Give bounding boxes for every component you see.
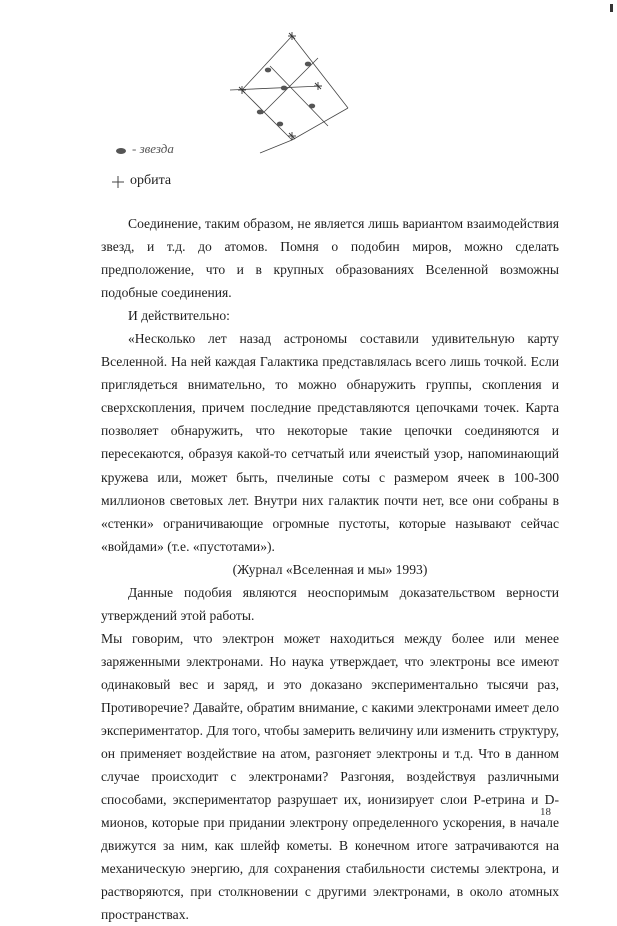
paragraph: И действительно: [128,308,230,324]
lattice-line [270,66,328,126]
paragraph: Данные подобия являются неоспоримым доказательством верности утверждений этой работы. [101,584,559,623]
orbit-cross-icon [314,82,322,90]
star-icon [112,141,132,161]
star-icon [305,62,311,67]
star-icon [309,104,315,109]
lattice-line [260,140,292,153]
star-lattice-diagram [200,28,380,158]
lattice-line [242,90,292,140]
orbit-cross-icon [108,172,128,192]
page-number: 18 [540,806,551,818]
legend-orbit-label: орбита [130,173,172,188]
paragraph: Соединение, таким образом, не является лишь вариантом взаимодействия звезд, и т.д. до атомов. Помня о подобин миров, можно сделать предположение, что и в крупных образованиях Вселенной возможны подобные соединения. [101,216,559,301]
citation: (Журнал «Вселенная и мы» 1993) [232,561,428,577]
lattice-line [292,108,348,140]
star-icon [277,122,283,127]
star-icon [281,86,287,91]
lattice-line [242,36,292,90]
orbit-cross-icon [288,132,296,140]
paragraph: Мы говорим, что электрон может находиться между более или менее заряженными электронами. Но наука утверждает, что электроны все имеют одинаковый вес и заряд, и это доказано экспериментально тысячи раз, Противоречие? Давайте, обратим внимание, с какими электронами имеет дело экспериментатор. Для того, чтобы замерить величину или изменить структуру, он применяет воздействие на атом, разгоняет электроны и т.д. Что в данном случае происходит с электронами? Разгоняя, воздействуя различными способами, экспериментатор разрушает их, ионизирует слои Р-етрина и D-мионов, которые при придании электрону определенного ускорения, в начале движутся за ним, как шлейф кометы. В конечном итоге затрачиваются на механическую энергию, для сохранения стабильности системы электрона, и растворяются, при столкновении с другими электронами, в около атомных пространствах. [101,630,559,923]
star-icon [265,68,271,73]
body-text [101,212,559,926]
legend-star-label: - звезда [132,141,174,156]
legend-star [112,140,222,162]
quote-paragraph: «Несколько лет назад астрономы составили удивительную карту Вселенной. На ней каждая Галактика представлялась всего лишь точкой. Если приглядеться внимательно, то можно обнаружить группы, скопления и сверхскопления, причем последние представляются цепочками точек. Карта позволяет обнаружить, что некоторые такие цепочки соединяются и пересекаются, образуя какой-то сетчатый или ячеистый узор, напоминающий кружева или, может быть, пчелиные соты с размером ячеек в 100-300 миллионов световых лет. Внутри них галактик почти нет, все они собраны в «стенки» ограничивающие огромные пустоты, которые называют сейчас «войдами» (т.е. «пустотами»). [101,331,559,554]
scan-mark [610,4,613,12]
star-icon [257,110,263,115]
